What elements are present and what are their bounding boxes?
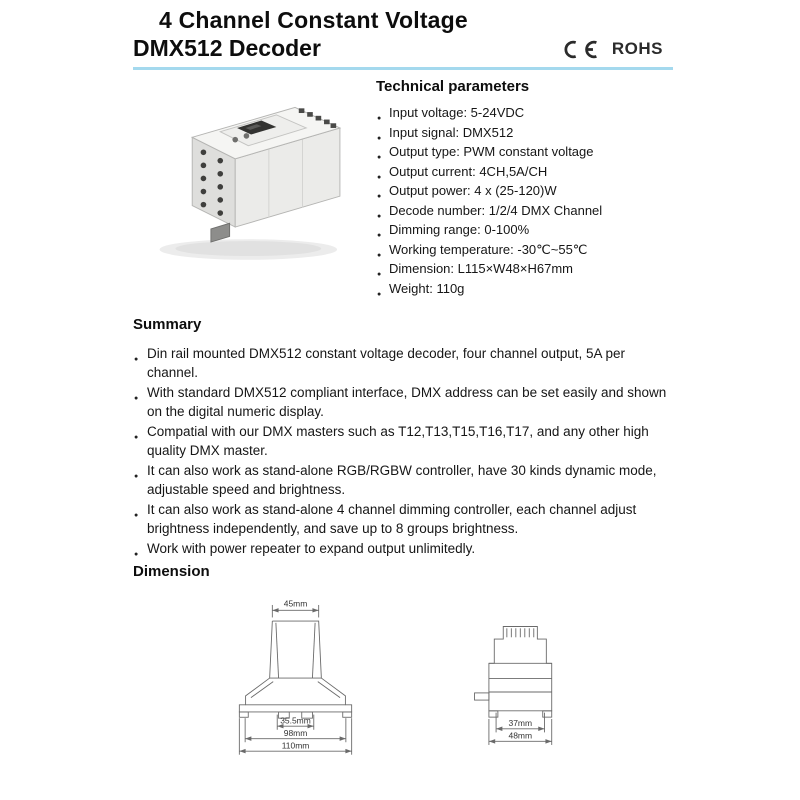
tech-param-item: ● Dimension: L115×W48×H67mm bbox=[376, 259, 676, 279]
tech-param-item: ● Decode number: 1/2/4 DMX Channel bbox=[376, 201, 676, 221]
summary-list bbox=[133, 344, 675, 558]
dim-label-top-width: 45mm bbox=[283, 598, 308, 609]
dim-label-full-width: 110mm bbox=[281, 740, 310, 751]
dimension-heading: Dimension bbox=[133, 563, 210, 580]
dimension-section bbox=[133, 563, 675, 762]
dim-label-body-width: 98mm bbox=[283, 727, 308, 738]
certification-marks bbox=[560, 39, 673, 62]
tech-param-item: ● Dimming range: 0-100% bbox=[376, 220, 676, 240]
header bbox=[133, 6, 673, 70]
summary-item: ● With standard DMX512 compliant interface, DMX address can be set easily and shown on the digital numeric display. bbox=[133, 383, 675, 421]
summary-item: ● Din rail mounted DMX512 constant voltage decoder, four channel output, 5A per channel. bbox=[133, 344, 675, 382]
tech-param-item: ● Weight: 110g bbox=[376, 279, 676, 299]
page-title-line1: 4 Channel Constant Voltage bbox=[159, 7, 468, 33]
dimension-drawings bbox=[133, 596, 675, 762]
tech-param-item: ● Output power: 4 x (25-120)W bbox=[376, 181, 676, 201]
summary-item: ● It can also work as stand-alone 4 channel dimming controller, each channel adjust brightness independently, and save up to 8 groups brightness. bbox=[133, 500, 675, 538]
summary-heading: Summary bbox=[133, 316, 202, 333]
dim-label-side-inner-width: 37mm bbox=[508, 718, 533, 729]
product-photo bbox=[138, 70, 353, 276]
summary-section bbox=[133, 316, 675, 559]
dim-label-side-full-width: 48mm bbox=[508, 730, 533, 741]
technical-parameters-section bbox=[376, 78, 676, 298]
rohs-label: ROHS bbox=[611, 39, 663, 58]
side-view-drawing bbox=[433, 596, 613, 762]
tech-param-item: ● Working temperature: -30℃~55℃ bbox=[376, 240, 676, 260]
tech-param-item: ● Output current: 4CH,5A/CH bbox=[376, 162, 676, 182]
tech-param-item: ● Input voltage: 5-24VDC bbox=[376, 103, 676, 123]
front-view-drawing bbox=[193, 596, 398, 761]
tech-param-item: ● Input signal: DMX512 bbox=[376, 123, 676, 143]
technical-parameters-list bbox=[376, 103, 676, 298]
page-title-line2: DMX512 Decoder bbox=[133, 35, 321, 61]
dim-label-rail-width: 35.5mm bbox=[280, 715, 311, 726]
ce-mark-icon bbox=[560, 40, 600, 59]
din-rail-decoder-illustration bbox=[138, 70, 353, 271]
summary-item: ● It can also work as stand-alone RGB/RGBW controller, have 30 kinds dynamic mode, adjustable speed and brightness. bbox=[133, 461, 675, 499]
summary-item: ● Compatial with our DMX masters such as T12,T13,T15,T16,T17, and any other high quality DMX master. bbox=[133, 422, 675, 460]
tech-param-item: ● Output type: PWM constant voltage bbox=[376, 142, 676, 162]
technical-parameters-heading: Technical parameters bbox=[376, 78, 530, 95]
summary-item: ● Work with power repeater to expand output unlimitedly. bbox=[133, 539, 675, 558]
